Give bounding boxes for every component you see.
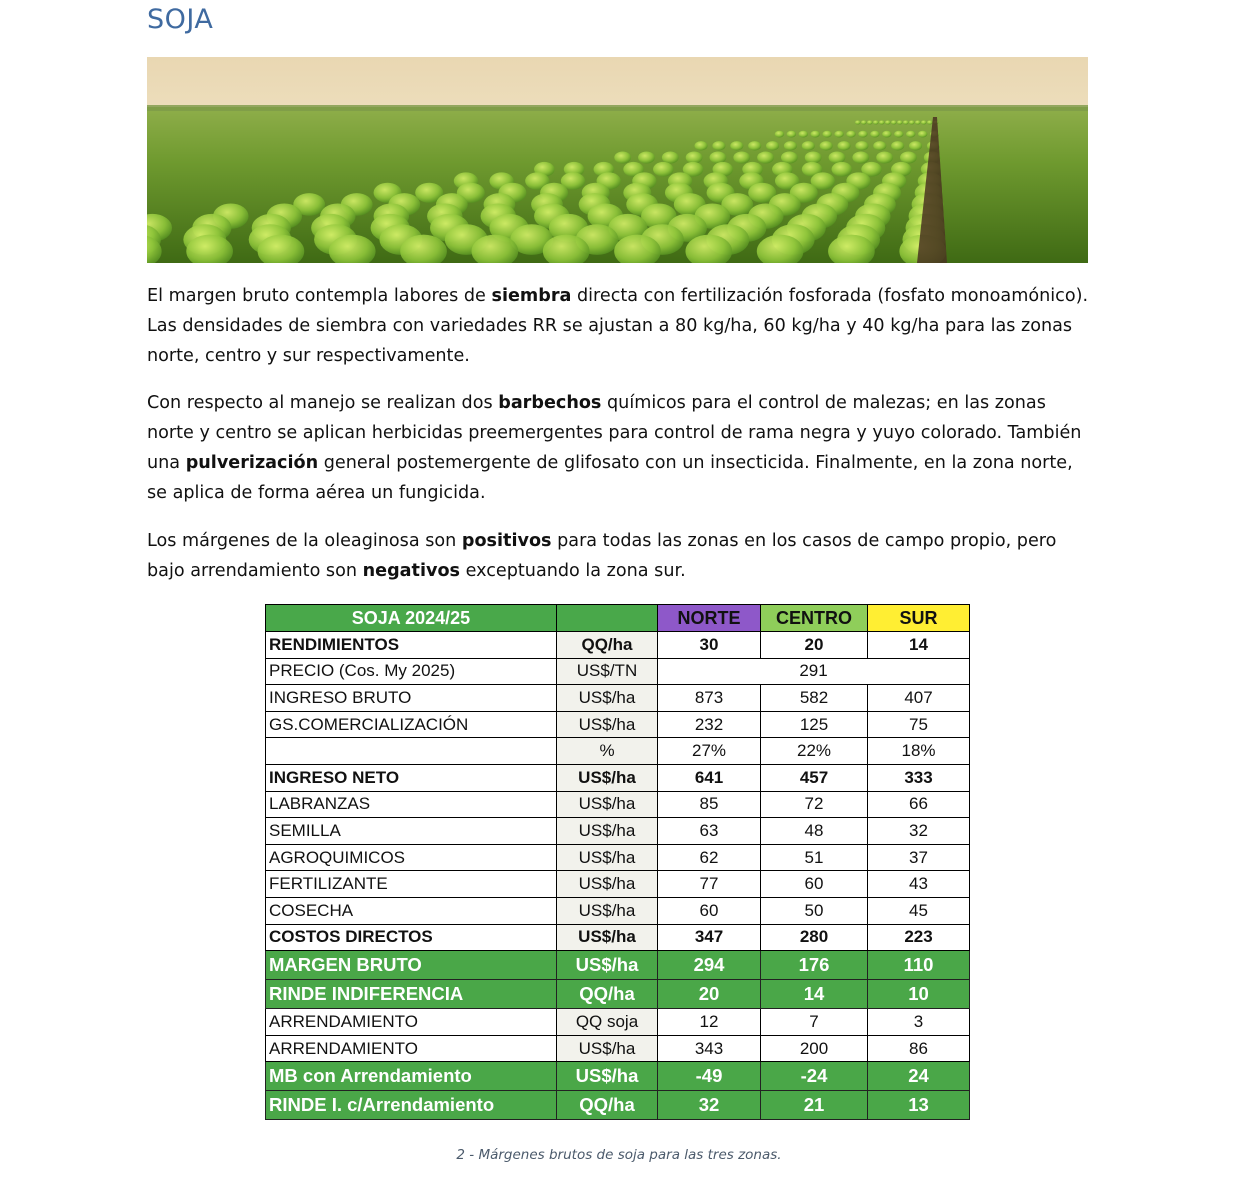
table-row [266, 818, 970, 845]
value-sur: 14 [868, 632, 970, 659]
value-norte: 12 [658, 1009, 761, 1036]
paragraph-manejo [147, 388, 1092, 508]
table-row [266, 791, 970, 818]
row-unit: US$/ha [557, 764, 658, 791]
value-norte: 30 [658, 632, 761, 659]
text-run: exceptuando la zona sur. [460, 561, 686, 581]
table-row [266, 658, 970, 685]
row-unit: US$/ha [557, 791, 658, 818]
value-norte: 62 [658, 844, 761, 871]
row-unit: US$/ha [557, 1035, 658, 1062]
table-row [266, 980, 970, 1009]
value-norte: 32 [658, 1091, 761, 1120]
value-sur: 18% [868, 738, 970, 765]
row-unit: US$/TN [557, 658, 658, 685]
value-norte: 27% [658, 738, 761, 765]
row-label: MB con Arrendamiento [266, 1062, 557, 1091]
row-label: INGRESO NETO [266, 764, 557, 791]
table-caption: 2 - Márgenes brutos de soja para las tres zonas. [456, 1147, 782, 1163]
zone-header-sur: SUR [868, 605, 970, 632]
value-norte: 641 [658, 764, 761, 791]
value-norte: 63 [658, 818, 761, 845]
value-centro: 48 [761, 818, 868, 845]
table-title: SOJA 2024/25 [266, 605, 557, 632]
value-sur: 223 [868, 924, 970, 951]
table-row [266, 844, 970, 871]
value-sur: 45 [868, 897, 970, 924]
value-centro: 20 [761, 632, 868, 659]
row-label: SEMILLA [266, 818, 557, 845]
table-row [266, 924, 970, 951]
row-label: AGROQUIMICOS [266, 844, 557, 871]
value-norte: 343 [658, 1035, 761, 1062]
row-unit: US$/ha [557, 685, 658, 712]
value-norte: 347 [658, 924, 761, 951]
value-centro: 200 [761, 1035, 868, 1062]
text-run: químicos para el control de malezas; en las zonas norte y centro se aplican herbicidas preemergentes para control de rama negra y yuyo colorado. También una [147, 393, 1082, 473]
bold-term: barbechos [498, 393, 602, 413]
paragraph-margenes [147, 526, 1092, 586]
text-run: para todas las zonas en los casos de campo propio, pero bajo arrendamiento son [147, 531, 1057, 581]
row-unit: US$/ha [557, 818, 658, 845]
value-sur: 66 [868, 791, 970, 818]
table-header-blank [557, 605, 658, 632]
value-sur: 75 [868, 711, 970, 738]
table-row [266, 1091, 970, 1120]
value-norte: 20 [658, 980, 761, 1009]
table-row [266, 897, 970, 924]
value-centro: 72 [761, 791, 868, 818]
soybean-field-illustration [147, 57, 1088, 263]
value-centro: 22% [761, 738, 868, 765]
bold-term: pulverización [185, 453, 319, 473]
table-row [266, 951, 970, 980]
row-unit: QQ/ha [557, 632, 658, 659]
table-row [266, 1009, 970, 1036]
value-sur: 110 [868, 951, 970, 980]
value-centro: -24 [761, 1062, 868, 1091]
row-label: LABRANZAS [266, 791, 557, 818]
value-norte: 232 [658, 711, 761, 738]
row-label [266, 738, 557, 765]
value-sur: 10 [868, 980, 970, 1009]
value-sur: 32 [868, 818, 970, 845]
table-row [266, 738, 970, 765]
row-label: RINDE I. c/Arrendamiento [266, 1091, 557, 1120]
row-label: FERTILIZANTE [266, 871, 557, 898]
bold-term: siembra [491, 286, 572, 306]
value-centro: 50 [761, 897, 868, 924]
value-sur: 13 [868, 1091, 970, 1120]
row-label: GS.COMERCIALIZACIÓN [266, 711, 557, 738]
zone-header-centro: CENTRO [761, 605, 868, 632]
paragraph-siembra [147, 281, 1092, 371]
value-centro: 582 [761, 685, 868, 712]
value-centro: 14 [761, 980, 868, 1009]
row-label: ARRENDAMIENTO [266, 1035, 557, 1062]
value-centro: 60 [761, 871, 868, 898]
row-unit: US$/ha [557, 951, 658, 980]
value-centro: 21 [761, 1091, 868, 1120]
row-label: ARRENDAMIENTO [266, 1009, 557, 1036]
row-unit: US$/ha [557, 897, 658, 924]
text-run: El margen bruto contempla labores de [147, 286, 492, 306]
table-row [266, 632, 970, 659]
table-row [266, 1035, 970, 1062]
value-norte: 294 [658, 951, 761, 980]
value-sur: 43 [868, 871, 970, 898]
row-label: MARGEN BRUTO [266, 951, 557, 980]
value-sur: 24 [868, 1062, 970, 1091]
table-row [266, 871, 970, 898]
value-sur: 407 [868, 685, 970, 712]
row-unit: QQ soja [557, 1009, 658, 1036]
value-centro: 280 [761, 924, 868, 951]
row-label: RINDE INDIFERENCIA [266, 980, 557, 1009]
value-all-zones: 291 [658, 658, 970, 685]
text-run: directa con fertilización fosforada (fosfato monoamónico). Las densidades de siembra con variedades RR se ajustan a 80 kg/ha, 60 kg/ha y 40 kg/ha para las zonas norte, centro y sur respectivamente. [147, 286, 1089, 366]
value-centro: 7 [761, 1009, 868, 1036]
row-unit: US$/ha [557, 924, 658, 951]
value-sur: 333 [868, 764, 970, 791]
gross-margin-table [265, 604, 970, 1120]
row-unit: US$/ha [557, 1062, 658, 1091]
value-sur: 86 [868, 1035, 970, 1062]
row-label: INGRESO BRUTO [266, 685, 557, 712]
row-label: PRECIO (Cos. My 2025) [266, 658, 557, 685]
text-run: general postemergente de glifosato con un insecticida. Finalmente, en la zona norte, se aplica de forma aérea un fungicida. [147, 453, 1073, 503]
row-label: RENDIMIENTOS [266, 632, 557, 659]
row-unit: US$/ha [557, 871, 658, 898]
text-run: Los márgenes de la oleaginosa son [147, 531, 462, 551]
row-unit: QQ/ha [557, 1091, 658, 1120]
table-header-row [266, 605, 970, 632]
table-row [266, 685, 970, 712]
row-unit: US$/ha [557, 844, 658, 871]
table-row [266, 711, 970, 738]
value-centro: 125 [761, 711, 868, 738]
value-centro: 457 [761, 764, 868, 791]
value-norte: 873 [658, 685, 761, 712]
table-row [266, 764, 970, 791]
value-centro: 51 [761, 844, 868, 871]
bold-term: negativos [362, 561, 461, 581]
soybean-field-image [147, 57, 1088, 263]
table-row [266, 1062, 970, 1091]
row-unit: % [557, 738, 658, 765]
row-label: COSTOS DIRECTOS [266, 924, 557, 951]
value-centro: 176 [761, 951, 868, 980]
value-sur: 3 [868, 1009, 970, 1036]
row-unit: QQ/ha [557, 980, 658, 1009]
zone-header-norte: NORTE [658, 605, 761, 632]
value-norte: -49 [658, 1062, 761, 1091]
value-norte: 77 [658, 871, 761, 898]
bold-term: positivos [461, 531, 552, 551]
text-run: Con respecto al manejo se realizan dos [147, 393, 499, 413]
row-label: COSECHA [266, 897, 557, 924]
value-norte: 85 [658, 791, 761, 818]
row-unit: US$/ha [557, 711, 658, 738]
page-title: SOJA [147, 4, 214, 35]
value-sur: 37 [868, 844, 970, 871]
value-norte: 60 [658, 897, 761, 924]
